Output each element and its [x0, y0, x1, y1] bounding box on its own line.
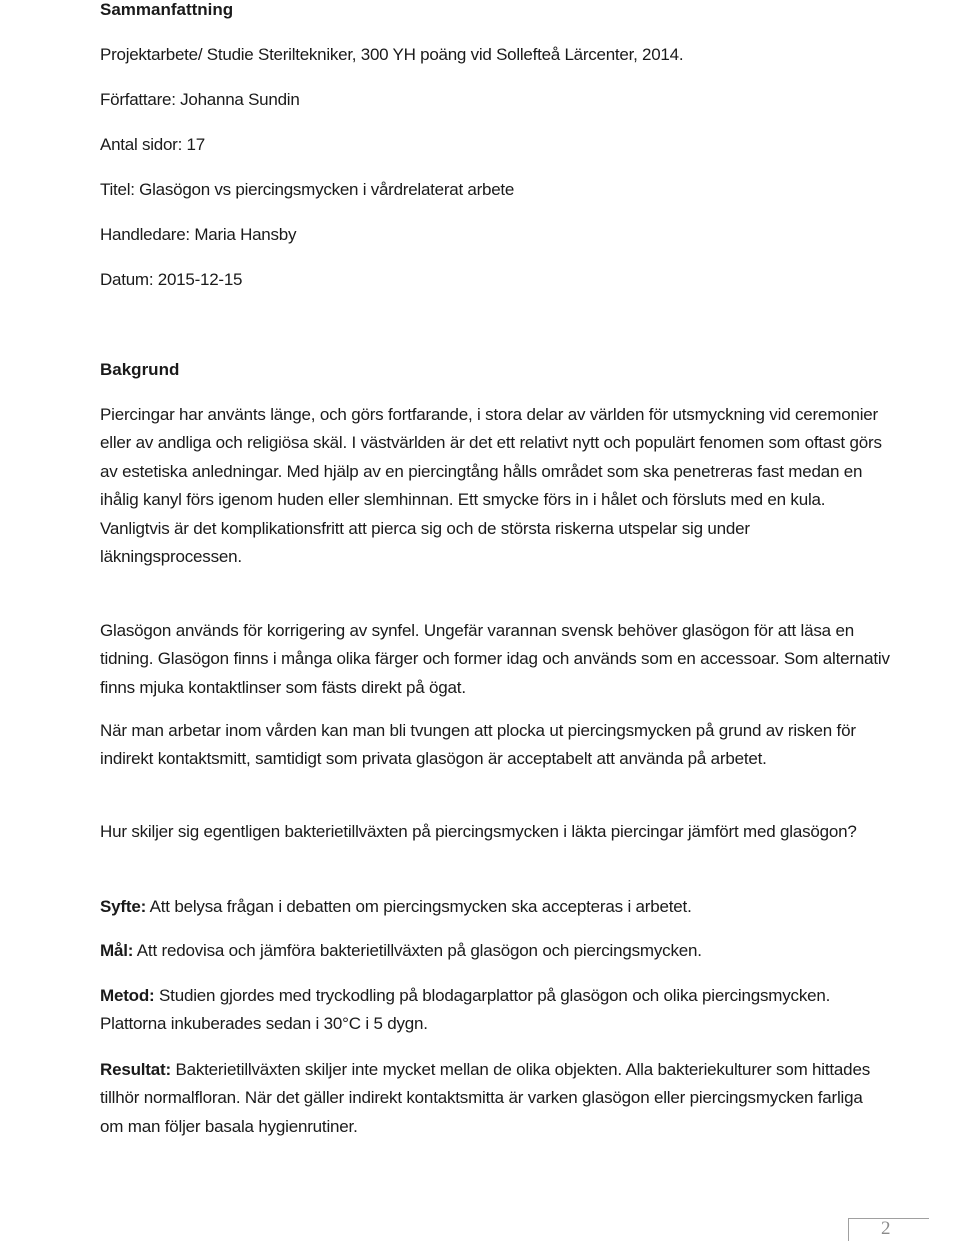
author-line: Författare: Johanna Sundin [100, 90, 300, 109]
background-paragraph-2: Glasögon används för korrigering av synfel. Ungefär varannan svensk behöver glasögon för att läsa en tidning. Glasögon finns i många olika färger och former idag och används som en accessoar. Som alternativ finns mjuka kontaktlinser som fästs direkt på ögat. [100, 621, 890, 697]
syfte-label: Syfte: [100, 897, 147, 916]
mal-paragraph [100, 937, 890, 965]
metod-paragraph [100, 982, 890, 1039]
background-heading: Bakgrund [100, 360, 180, 379]
background-paragraph-3: När man arbetar inom vården kan man bli tvungen att plocka ut piercingsmycken på grund av risken för indirekt kontaktsmitt, samtidigt som privata glasögon är acceptabelt att använda på arbetet. [100, 721, 856, 769]
research-question: Hur skiljer sig egentligen bakterietillväxten på piercingsmycken i läkta piercingar jämfört med glasögon? [100, 822, 857, 841]
syfte-paragraph [100, 893, 890, 921]
resultat-paragraph [100, 1056, 890, 1141]
project-line: Projektarbete/ Studie Steriltekniker, 300 YH poäng vid Sollefteå Lärcenter, 2014. [100, 45, 684, 64]
resultat-label: Resultat: [100, 1060, 171, 1079]
metod-label: Metod: [100, 986, 155, 1005]
mal-label: Mål: [100, 941, 134, 960]
mal-text: Att redovisa och jämföra bakterietillväxten på glasögon och piercingsmycken. [133, 941, 702, 960]
syfte-text: Att belysa frågan i debatten om piercingsmycken ska accepteras i arbetet. [146, 897, 692, 916]
resultat-text: Bakterietillväxten skiljer inte mycket mellan de olika objekten. Alla bakteriekulturer som hittades tillhör normalfloran. När det gäller indirekt kontaktsmitta är varken glasögon eller piercingsmycken farliga om man följer basala hygienrutiner. [100, 1060, 870, 1136]
date-line: Datum: 2015-12-15 [100, 270, 243, 289]
page-number: 2 [881, 1218, 891, 1239]
summary-heading: Sammanfattning [100, 0, 234, 19]
title-line: Titel: Glasögon vs piercingsmycken i vårdrelaterat arbete [100, 180, 515, 199]
metod-text: Studien gjordes med tryckodling på blodagarplattor på glasögon och olika piercingsmycken. Plattorna inkuberades sedan i 30°C i 5 dygn. [100, 986, 831, 1034]
supervisor-line: Handledare: Maria Hansby [100, 225, 297, 244]
pages-line: Antal sidor: 17 [100, 135, 205, 154]
background-paragraph-1: Piercingar har använts länge, och görs fortfarande, i stora delar av världen för utsmyckning vid ceremonier eller av andliga och religiösa skäl. I västvärlden är det ett relativt nytt och populärt fenomen som oftast görs av estetiska anledningar. Med hjälp av en piercingtång hålls området som ska penetreras fast medan en ihålig kanyl förs igenom huden eller slemhinnan. Ett smycke förs in i hålet och försluts med en kula. Vanligtvis är det komplikationsfritt att pierca sig och de största riskerna utspelar sig under läkningsprocessen. [100, 405, 882, 567]
